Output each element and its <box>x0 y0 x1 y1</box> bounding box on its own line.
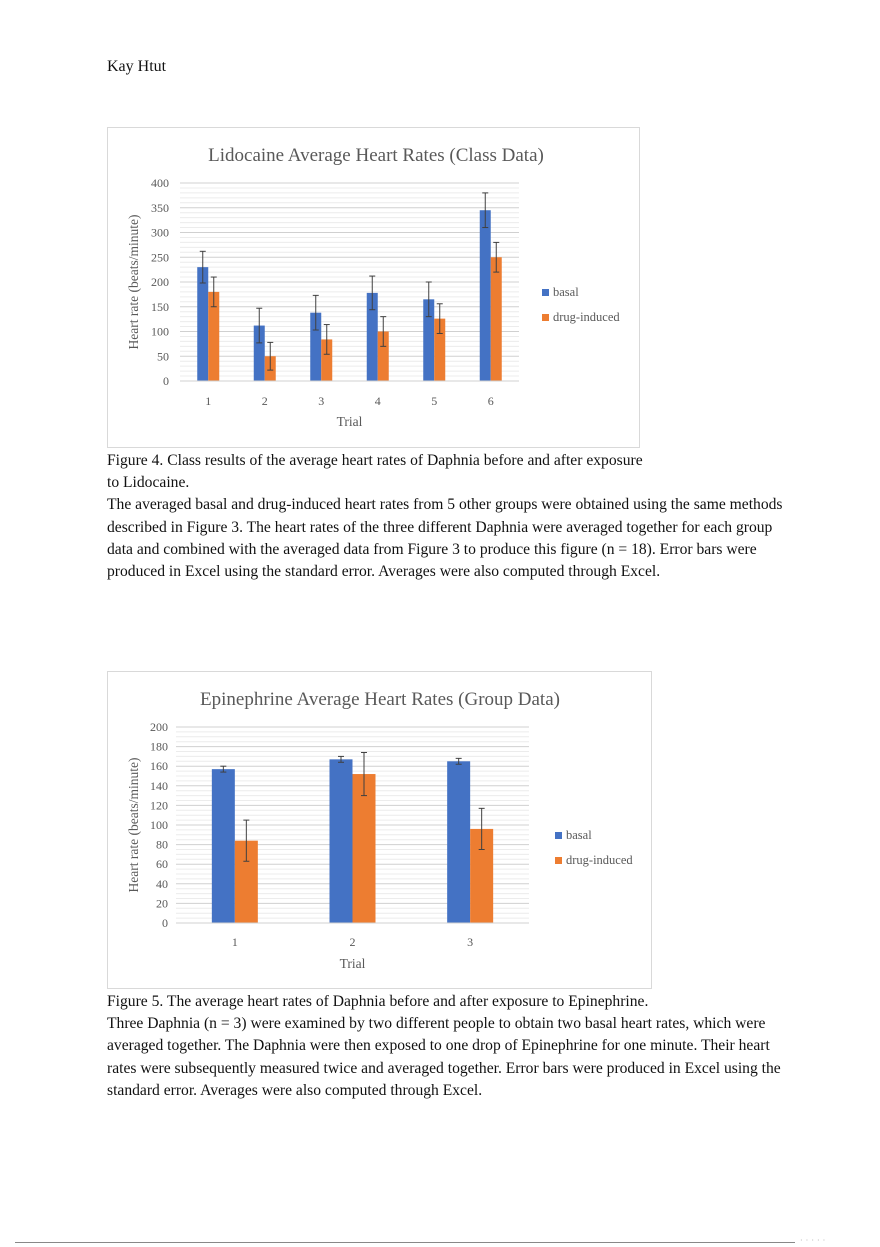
x-axis-label: Trial <box>339 956 366 971</box>
chart-title: Lidocaine Average Heart Rates (Class Data) <box>208 145 544 166</box>
figure-4-caption-line1: Figure 4. Class results of the average heart rates of Daphnia before and after exposure <box>107 452 643 469</box>
y-tick-label: 100 <box>150 818 168 832</box>
figure-4-caption-line2: to Lidocaine. <box>107 474 190 492</box>
y-tick-label: 0 <box>163 374 169 388</box>
legend-label: basal <box>553 285 579 299</box>
y-tick-label: 350 <box>151 200 169 215</box>
bar-basal-trial-2 <box>330 759 353 923</box>
y-tick-label: 200 <box>150 720 168 734</box>
y-tick-label: 180 <box>150 739 168 754</box>
bar-basal-trial-3 <box>447 761 470 923</box>
figure-5-caption <box>107 991 787 1102</box>
y-tick-label: 120 <box>150 798 168 813</box>
legend-label: drug-induced <box>553 310 620 324</box>
y-tick-label: 50 <box>157 349 169 364</box>
y-tick-label: 0 <box>162 916 168 930</box>
x-tick-label: 3 <box>318 394 325 408</box>
legend-label: basal <box>566 828 592 842</box>
epinephrine-chart-svg <box>108 672 651 988</box>
figure-5-caption-body: Three Daphnia (n = 3) were examined by two different people to obtain two basal heart rates, which were averaged together. The Daphnia were then exposed to one drop of Epinephrine for one minute. Their heart rates were subsequently measured twice and averaged together. Error bars were produced in Excel using the standard error. Averages were also computed through Excel. <box>107 1015 781 1099</box>
lidocaine-chart-svg <box>108 128 639 447</box>
footer-divider <box>15 1242 795 1243</box>
figure-4-caption <box>107 450 787 583</box>
y-tick-label: 200 <box>151 275 169 289</box>
y-tick-label: 160 <box>150 759 168 774</box>
figure-5-caption-line1: Figure 5. The average heart rates of Daphnia before and after exposure to Epinephrine. <box>107 993 649 1010</box>
legend-swatch <box>555 832 562 839</box>
y-tick-label: 400 <box>151 176 169 190</box>
y-tick-label: 250 <box>151 250 169 265</box>
y-tick-label: 100 <box>151 324 169 339</box>
lidocaine-chart <box>107 127 640 448</box>
legend-swatch <box>542 314 549 321</box>
footer-page-marker: ····· <box>800 1236 829 1245</box>
bar-druginduced-trial-6 <box>491 257 502 381</box>
y-tick-label: 40 <box>156 876 168 891</box>
bar-basal-trial-6 <box>480 210 491 381</box>
y-axis-label: Heart rate (beats/minute) <box>126 757 141 893</box>
x-tick-label: 2 <box>261 394 268 408</box>
y-tick-label: 60 <box>156 857 168 872</box>
y-axis-label: Heart rate (beats/minute) <box>126 214 141 350</box>
y-tick-label: 140 <box>150 778 168 793</box>
bar-druginduced-trial-2 <box>353 774 376 923</box>
x-tick-label: 3 <box>467 935 474 949</box>
x-tick-label: 1 <box>205 394 212 408</box>
chart-title: Epinephrine Average Heart Rates (Group Data) <box>200 689 560 710</box>
legend-swatch <box>542 289 549 296</box>
y-tick-label: 20 <box>156 896 168 911</box>
x-tick-label: 5 <box>431 394 438 408</box>
epinephrine-chart <box>107 671 652 989</box>
bar-basal-trial-1 <box>212 769 235 923</box>
x-tick-label: 1 <box>231 935 238 949</box>
y-tick-label: 80 <box>156 837 168 852</box>
bar-basal-trial-1 <box>197 267 208 381</box>
y-tick-label: 150 <box>151 299 169 314</box>
author-name: Kay Htut <box>107 58 167 75</box>
x-tick-label: 4 <box>374 394 381 408</box>
legend-swatch <box>555 857 562 864</box>
x-tick-label: 6 <box>487 394 494 408</box>
legend-label: drug-induced <box>566 853 633 867</box>
x-tick-label: 2 <box>349 935 356 949</box>
figure-4-caption-body: The averaged basal and drug-induced heart rates from 5 other groups were obtained using the same methods described in Figure 3. The heart rates of the three different Daphnia were averaged together for each group data and combined with the averaged data from Figure 3 to produce this figure (n = 18). Error bars were produced in Excel using the standard error. Averages were also computed through Excel. <box>107 496 783 581</box>
x-axis-label: Trial <box>336 414 363 429</box>
y-tick-label: 300 <box>151 225 169 240</box>
